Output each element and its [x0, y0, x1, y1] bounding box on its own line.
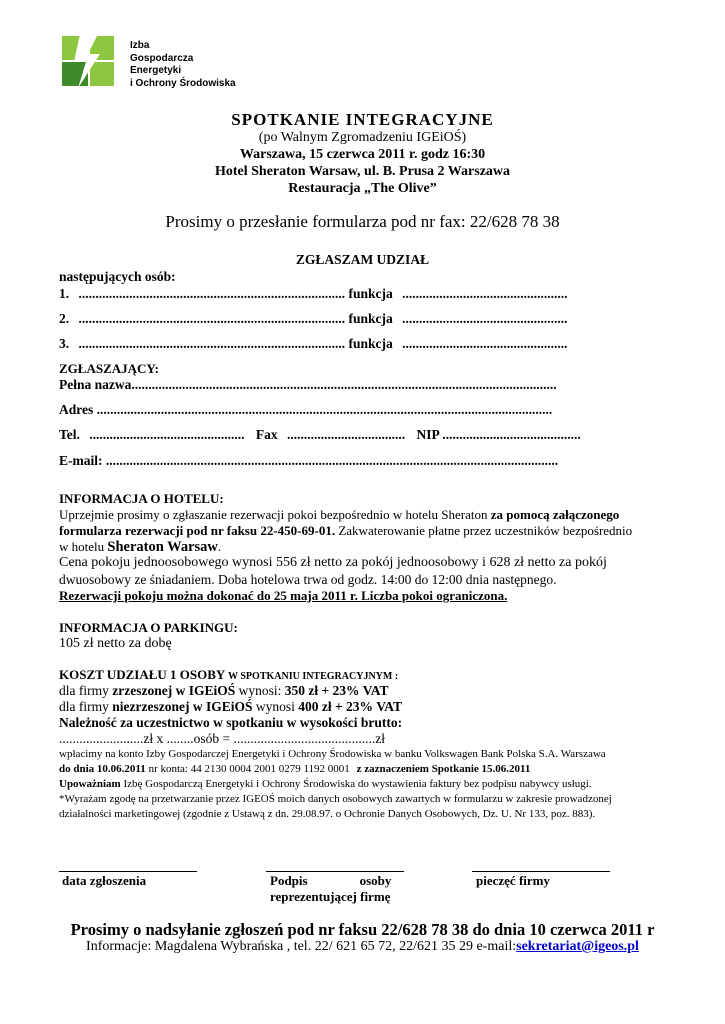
address-label: Adres — [59, 402, 94, 417]
payment-deadline: do dnia 10.06.2011 — [59, 763, 146, 775]
event-date: Warszawa, 15 czerwca 2011 r. godz 16:30 — [239, 147, 486, 162]
cost-member-line — [59, 683, 388, 699]
signature-label: Podpis osoby — [270, 873, 392, 888]
payment-reference: z zaznaczeniem Spotkanie 15.06.2011 — [356, 763, 531, 775]
event-venue: Hotel Sheraton Warsaw, ul. B. Prusa 2 Warszawa — [214, 164, 511, 179]
hotel-paragraph-line — [59, 539, 221, 556]
tel-label: Tel. — [59, 427, 80, 442]
person-row[interactable] — [59, 336, 568, 352]
hotel-paragraph-line — [59, 507, 619, 523]
hotel-paragraph-line — [59, 523, 632, 539]
tel-field[interactable]: .............................................. — [89, 427, 245, 442]
cost-nonmember-line — [59, 699, 402, 715]
cost-text: wynosi: — [238, 683, 282, 698]
person-row[interactable] — [59, 286, 568, 302]
parking-price: 105 zł netto za dobę — [59, 636, 172, 651]
person-row-number: 3. — [59, 336, 70, 351]
event-title: SPOTKANIE INTEGRACYJNE — [231, 110, 494, 129]
org-name-line: Energetyki — [130, 65, 182, 76]
submission-deadline: Prosimy o nadsyłanie zgłoszeń pod nr faksu 22/628 78 38 do dnia 10 czerwca 2011 r — [70, 920, 655, 939]
function-label: funkcja — [348, 336, 393, 351]
cost-amount: 400 zł + 23% VAT — [298, 699, 402, 714]
fax-field[interactable]: ................................... — [287, 427, 406, 442]
fax-label: Fax — [255, 427, 278, 442]
hotel-name: Sheraton Warsaw — [107, 539, 218, 555]
authorization-line — [59, 778, 592, 790]
cost-text: dla firmy — [59, 699, 109, 714]
cost-text-bold: niezrzeszonej w IGEiOŚ — [112, 699, 253, 714]
cost-text: wynosi — [255, 699, 295, 714]
consent-line: *Wyrażam zgodę na przetwarzanie przez IGEOŚ moich danych osobowych zawartych w formularzu w zakresie prowadzonej — [59, 793, 612, 805]
persons-label: następujących osób: — [59, 269, 176, 284]
email-row[interactable] — [59, 453, 558, 469]
signature-label: reprezentującej firmę — [270, 889, 391, 904]
address-field[interactable]: ....................................................................................................................................... — [96, 402, 553, 417]
org-name-line: Gospodarcza — [130, 52, 194, 64]
reservation-deadline: Rezerwacji pokoju można dokonać do 25 maja 2011 r. Liczba pokoi ograniczona. — [59, 588, 508, 603]
parking-heading: INFORMACJA O PARKINGU: — [59, 620, 238, 635]
person-row-number: 2. — [59, 311, 70, 326]
hotel-text-bold: za pomocą załączonego — [490, 507, 620, 522]
hotel-text: Uprzejmie prosimy o zgłaszanie rezerwacji pokoi bezpośrednio w hotelu Sheraton — [59, 507, 488, 522]
email-label: E-mail: — [59, 453, 103, 468]
date-label: data zgłoszenia — [62, 873, 147, 888]
hotel-price-line: Cena pokoju jednoosobowego wynosi 556 zł netto za pokój jednoosobowy i 628 zł netto za pokój — [59, 555, 607, 570]
company-name-field[interactable]: .............................................................................................................................. — [131, 377, 557, 392]
hotel-text: . — [217, 539, 222, 554]
function-field[interactable]: ................................................. — [402, 336, 568, 351]
person-row-number: 1. — [59, 286, 70, 301]
contact-text: Informacje: Magdalena Wybrańska , tel. 22/ 621 65 72, 22/621 35 29 e-mail: — [86, 939, 517, 954]
hotel-price-line: dwuosobowy ze śniadaniem. Doba hotelowa trwa od godz. 14:00 do 12:00 dnia następnego. — [59, 572, 557, 587]
org-name-line: Izba — [130, 40, 150, 51]
leaf-lightning-logo-icon — [58, 30, 118, 90]
function-field[interactable]: ................................................. — [402, 286, 568, 301]
person-name-field[interactable]: ............................................................................... — [78, 286, 346, 301]
cost-heading-main: KOSZT UDZIAŁU 1 OSOBY — [59, 667, 225, 682]
event-subtitle: (po Walnym Zgromadzeniu IGEiOŚ) — [258, 130, 467, 145]
cost-calc-field[interactable]: .........................zł x ........osób = ..........................................zł — [59, 731, 385, 746]
org-logo — [58, 30, 118, 90]
cost-text: dla firmy — [59, 683, 109, 698]
cost-heading — [59, 667, 398, 683]
payment-line: wpłacimy na konto Izby Gospodarczej Energetyki i Ochrony Środowiska w banku Volkswagen Bank Polska S.A. Warszawa — [59, 748, 606, 760]
cost-text-bold: zrzeszonej w IGEiOŚ — [112, 683, 236, 698]
hotel-heading: INFORMACJA O HOTELU: — [59, 491, 224, 506]
contact-info — [0, 939, 725, 955]
authorization-text: Izbę Gospodarczą Energetyki i Ochrony Środowiska do wystawienia faktury bez podpisu nabywcy usługi. — [123, 778, 592, 790]
fax-request: Prosimy o przesłanie formularza pod nr fax: 22/628 78 38 — [165, 212, 560, 231]
company-name-row[interactable] — [59, 377, 557, 393]
stamp-label: pieczęć firmy — [476, 873, 550, 888]
authorization-bold: Upoważniam — [59, 778, 121, 790]
function-label: funkcja — [348, 286, 393, 301]
cost-amount: 350 zł + 23% VAT — [284, 683, 389, 698]
date-signature-line[interactable] — [59, 871, 197, 872]
person-name-field[interactable]: ............................................................................... — [78, 336, 346, 351]
nip-label: NIP — [416, 427, 440, 442]
function-label: funkcja — [348, 311, 393, 326]
stamp-signature-line[interactable] — [472, 871, 610, 872]
event-restaurant: Restauracja „The Olive” — [288, 181, 437, 196]
address-row[interactable] — [59, 402, 552, 418]
company-name-label: Pełna nazwa — [59, 377, 132, 392]
person-signature-line[interactable] — [266, 871, 404, 872]
hotel-text: Zakwaterowanie płatne przez uczestników bezpośrednio — [338, 523, 633, 538]
consent-line: działalności marketingowej (zgodnie z Ustawą z dn. 29.08.97. o Ochronie Danych Osobowych, Dz. U. Nr 133, poz. 883). — [59, 808, 596, 820]
bank-account: nr konta: 44 2130 0004 2001 0279 1192 0001 — [148, 763, 350, 775]
person-name-field[interactable]: ............................................................................... — [78, 311, 346, 326]
contact-row[interactable] — [59, 427, 581, 443]
cost-heading-sub: W SPOTKANIU INTEGRACYJNYM : — [228, 671, 399, 682]
payment-deadline-line — [59, 763, 530, 775]
form-heading: ZGŁASZAM UDZIAŁ — [295, 252, 430, 267]
org-name-line: i Ochrony Środowiska — [130, 77, 236, 89]
applicant-label: ZGŁASZAJĄCY: — [59, 361, 159, 376]
due-label: Należność za uczestnictwo w spotkaniu w wysokości brutto: — [59, 715, 403, 730]
hotel-fax-text: formularza rezerwacji pod nr faksu 22-450-69-01. — [59, 523, 336, 538]
contact-email-link[interactable]: sekretariat@igeos.pl — [516, 939, 639, 954]
nip-field[interactable]: ......................................... — [442, 427, 581, 442]
org-name — [130, 40, 236, 90]
function-field[interactable]: ................................................. — [402, 311, 568, 326]
hotel-text: w hotelu — [59, 539, 105, 554]
person-row[interactable] — [59, 311, 568, 327]
email-field[interactable]: ...................................................................................................................................... — [105, 453, 559, 468]
